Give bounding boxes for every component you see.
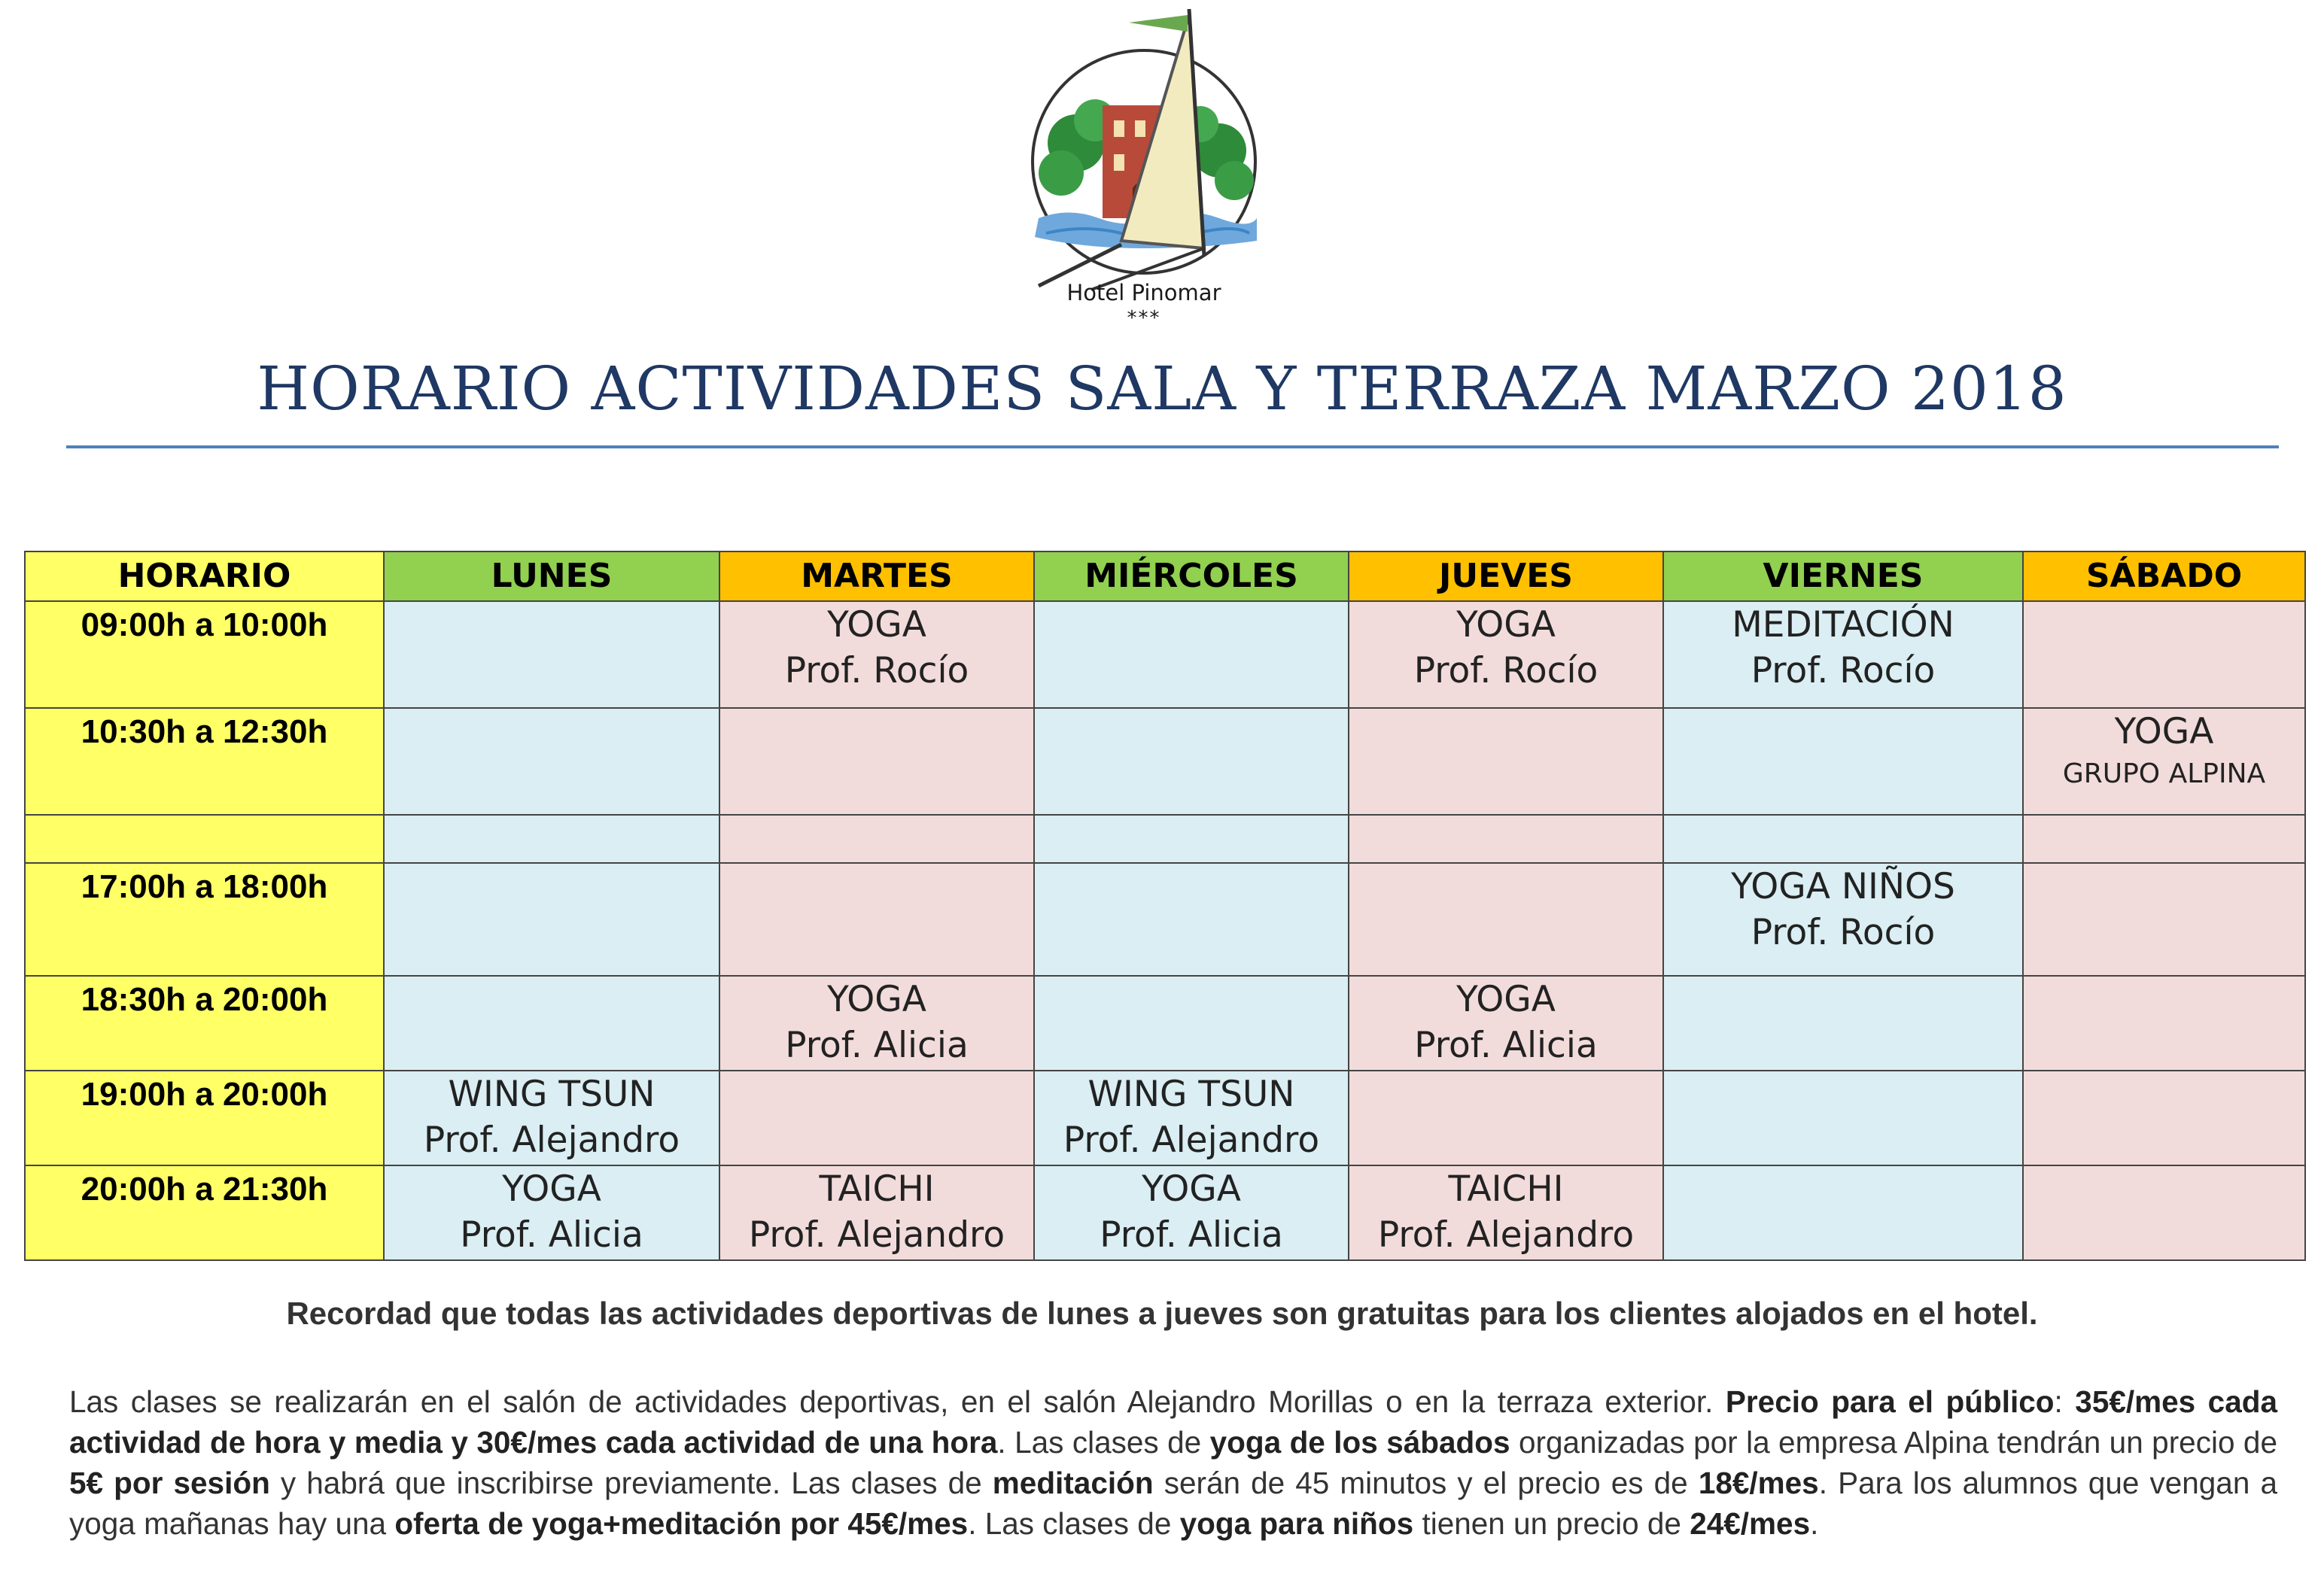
cell-viernes <box>1663 708 2023 815</box>
hotel-logo <box>978 0 1310 339</box>
cell-martes <box>719 976 1034 1071</box>
cell-miercoles <box>1034 1165 1349 1260</box>
info-text: : <box>2054 1384 2076 1419</box>
activity-name: WING TSUN <box>448 1074 656 1115</box>
activity-name: YOGA <box>502 1168 601 1210</box>
table-row <box>25 863 2305 976</box>
activity-instructor: Prof. Alicia <box>1100 1214 1283 1256</box>
cell-lunes <box>384 708 719 815</box>
table-row <box>25 815 2305 863</box>
info-highlight: 18€/mes <box>1698 1466 1819 1500</box>
table-row <box>25 1071 2305 1165</box>
table-row <box>25 601 2305 708</box>
cell-jueves <box>1349 863 1663 976</box>
activity-name: WING TSUN <box>1087 1074 1295 1115</box>
activity-instructor: Prof. Alicia <box>1414 1025 1598 1066</box>
info-highlight: meditación <box>992 1466 1154 1500</box>
header-viernes: VIERNES <box>1663 551 2023 601</box>
cell-jueves <box>1349 1071 1663 1165</box>
activity-instructor: Prof. Rocío <box>1413 650 1599 691</box>
activity-name: MEDITACIÓN <box>1732 604 1954 646</box>
cell-miercoles <box>1034 601 1349 708</box>
activity-name: YOGA <box>827 604 926 646</box>
cell-martes <box>719 1071 1034 1165</box>
info-highlight: 24€/mes <box>1690 1506 1811 1541</box>
page-title: HORARIO ACTIVIDADES SALA Y TERRAZA MARZO 2018 <box>257 354 2067 424</box>
activity-instructor: Prof. Alejandro <box>1377 1214 1635 1256</box>
cell-sabado <box>2023 863 2305 976</box>
info-highlight: 35€/mes cada actividad de hora y media y 30€/mes cada actividad de una hora <box>69 1384 2277 1460</box>
info-text: . Para los alumnos que vengan a yoga mañanas hay una <box>69 1466 2277 1541</box>
cell-miercoles <box>1034 708 1349 815</box>
info-text: y habrá que inscribirse previamente. Las clases de <box>269 1466 993 1500</box>
activity-name: YOGA <box>827 979 926 1020</box>
cell-martes <box>719 1165 1034 1260</box>
header-jueves: JUEVES <box>1349 551 1663 601</box>
cell-viernes <box>1663 1165 2023 1260</box>
table-header-row <box>25 551 2305 601</box>
title-underline <box>66 445 2279 448</box>
cell-viernes <box>1663 815 2023 863</box>
info-text: tienen un precio de <box>1413 1506 1690 1541</box>
cell-viernes <box>1663 863 2023 976</box>
table-row <box>25 1165 2305 1260</box>
activity-instructor: Prof. Alejandro <box>423 1120 680 1161</box>
cell-miercoles <box>1034 1071 1349 1165</box>
header-lunes: LUNES <box>384 551 719 601</box>
activity-instructor: Prof. Alejandro <box>748 1214 1005 1256</box>
activity-instructor: Prof. Alejandro <box>1063 1120 1320 1161</box>
cell-sabado <box>2023 708 2305 815</box>
info-highlight: yoga de los sábados <box>1209 1425 1510 1460</box>
cell-jueves <box>1349 976 1663 1071</box>
schedule-table <box>24 551 2306 1261</box>
info-text: serán de 45 minutos y el precio es de <box>1153 1466 1699 1500</box>
activity-name: YOGA <box>1456 979 1556 1020</box>
cell-lunes <box>384 1165 719 1260</box>
time-slot: 19:00h a 20:00h <box>25 1071 384 1165</box>
table-row <box>25 976 2305 1071</box>
cell-miercoles <box>1034 863 1349 976</box>
info-highlight: yoga para niños <box>1179 1506 1414 1541</box>
info-highlight: 5€ por sesión <box>69 1466 270 1500</box>
time-slot <box>25 815 384 863</box>
time-slot: 10:30h a 12:30h <box>25 708 384 815</box>
cell-jueves <box>1349 601 1663 708</box>
cell-sabado <box>2023 601 2305 708</box>
time-slot: 20:00h a 21:30h <box>25 1165 384 1260</box>
activity-name: TAICHI <box>1448 1168 1564 1210</box>
cell-lunes <box>384 815 719 863</box>
cell-martes <box>719 601 1034 708</box>
logo-stars: *** <box>1127 307 1161 330</box>
info-text: organizadas por la empresa Alpina tendrán un precio de <box>1510 1425 2277 1460</box>
pricing-info <box>69 1381 2277 1544</box>
header-sabado: SÁBADO <box>2023 551 2305 601</box>
cell-lunes <box>384 601 719 708</box>
cell-martes <box>719 815 1034 863</box>
schedule-body <box>25 601 2305 1260</box>
activity-instructor: Prof. Alicia <box>460 1214 643 1256</box>
cell-lunes <box>384 1071 719 1165</box>
free-activities-notice: Recordad que todas las actividades deportivas de lunes a jueves son gratuitas para los clientes alojados en el hotel. <box>286 1296 2038 1331</box>
activity-instructor: Prof. Rocío <box>1751 912 1936 953</box>
info-text: . Las clases de <box>997 1425 1210 1460</box>
activity-instructor: Prof. Rocío <box>1751 650 1936 691</box>
activity-name: YOGA <box>1142 1168 1241 1210</box>
activity-instructor: GRUPO ALPINA <box>2062 758 2266 789</box>
cell-viernes <box>1663 1071 2023 1165</box>
cell-miercoles <box>1034 976 1349 1071</box>
header-martes: MARTES <box>719 551 1034 601</box>
activity-name: YOGA <box>2114 711 2214 752</box>
cell-jueves <box>1349 815 1663 863</box>
cell-sabado <box>2023 976 2305 1071</box>
info-highlight: oferta de yoga+meditación por 45€/mes <box>394 1506 969 1541</box>
logo-hotel-name: Hotel Pinomar <box>1066 280 1221 305</box>
cell-martes <box>719 708 1034 815</box>
cell-lunes <box>384 976 719 1071</box>
table-row <box>25 708 2305 815</box>
info-highlight: Precio para el público <box>1725 1384 2055 1419</box>
info-text: Las clases se realizarán en el salón de actividades deportivas, en el salón Alejandro Morillas o en la terraza exterior. <box>69 1384 1726 1419</box>
cell-sabado <box>2023 815 2305 863</box>
cell-miercoles <box>1034 815 1349 863</box>
activity-name: YOGA NIÑOS <box>1731 866 1955 907</box>
cell-martes <box>719 863 1034 976</box>
cell-viernes <box>1663 601 2023 708</box>
activity-name: TAICHI <box>819 1168 935 1210</box>
time-slot: 09:00h a 10:00h <box>25 601 384 708</box>
info-text: . Las clases de <box>968 1506 1180 1541</box>
cell-sabado <box>2023 1071 2305 1165</box>
cell-jueves <box>1349 1165 1663 1260</box>
cell-lunes <box>384 863 719 976</box>
cell-viernes <box>1663 976 2023 1071</box>
time-slot: 18:30h a 20:00h <box>25 976 384 1071</box>
header-miercoles: MIÉRCOLES <box>1034 551 1349 601</box>
activity-instructor: Prof. Alicia <box>785 1025 969 1066</box>
activity-instructor: Prof. Rocío <box>784 650 969 691</box>
info-text: . <box>1810 1506 1819 1541</box>
activity-name: YOGA <box>1456 604 1556 646</box>
cell-sabado <box>2023 1165 2305 1260</box>
time-slot: 17:00h a 18:00h <box>25 863 384 976</box>
header-horario: HORARIO <box>25 551 384 601</box>
cell-jueves <box>1349 708 1663 815</box>
